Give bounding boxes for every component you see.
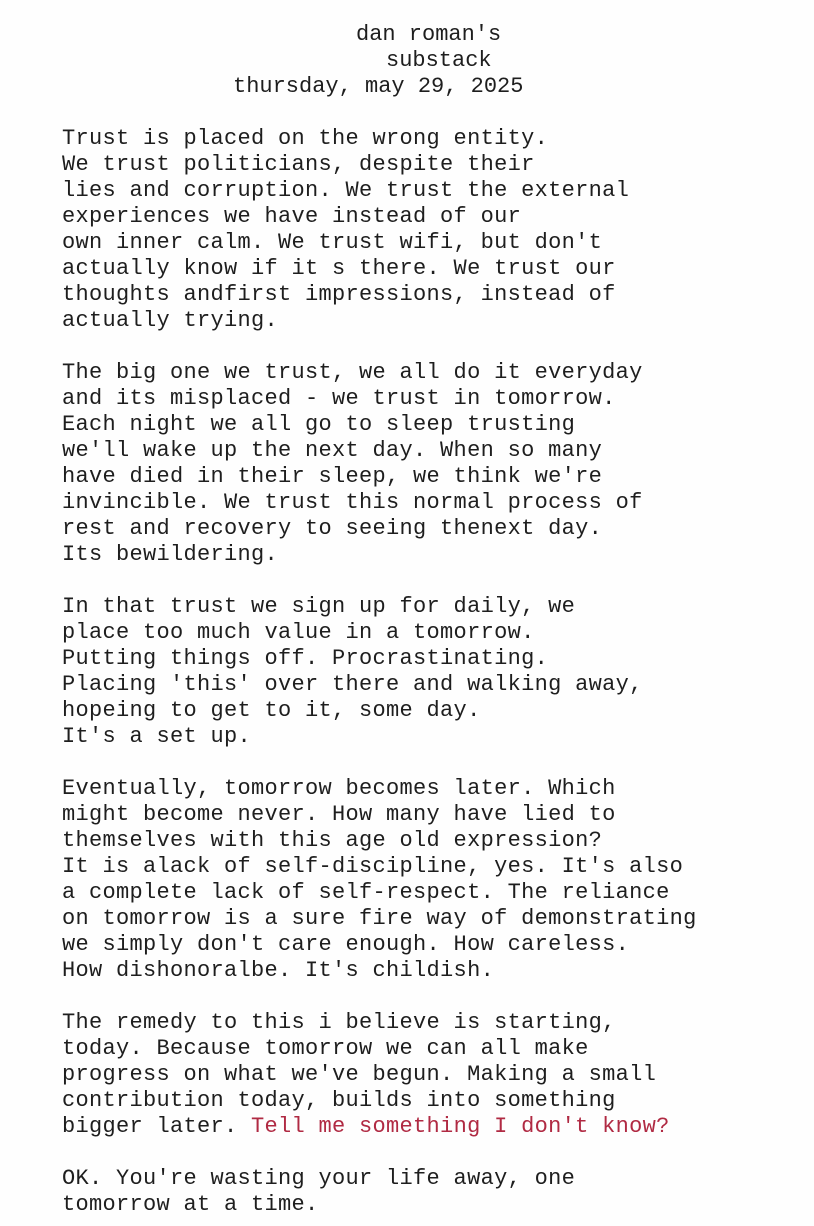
text-line: The remedy to this i believe is starting,: [62, 1010, 616, 1035]
text-line: OK. You're wasting your life away, one: [62, 1166, 576, 1191]
text-line: How dishonoralbe. It's childish.: [62, 958, 495, 983]
paragraph-3: [62, 594, 807, 750]
text-line: progress on what we've begun. Making a small: [62, 1062, 657, 1087]
text-line: The big one we trust, we all do it everyday: [62, 360, 643, 385]
text-line: we simply don't care enough. How careless.: [62, 932, 630, 957]
text-line: In that trust we sign up for daily, we: [62, 594, 576, 619]
paragraph-1: [62, 126, 807, 334]
paragraph-5: [62, 1010, 807, 1140]
header: [0, 22, 814, 100]
text-line: thoughts andfirst impressions, instead of: [62, 282, 616, 307]
text-line: have died in their sleep, we think we're: [62, 464, 603, 489]
text-line: actually trying.: [62, 308, 279, 333]
paragraph-6: [62, 1166, 807, 1218]
author-title: dan roman's: [356, 22, 502, 47]
text-line: lies and corruption. We trust the external: [62, 178, 630, 203]
essay-body: [62, 126, 807, 1226]
text-line: hopeing to get to it, some day.: [62, 698, 481, 723]
post-date: thursday, may 29, 2025: [233, 74, 524, 99]
text-line: we'll wake up the next day. When so many: [62, 438, 603, 463]
text-line: Putting things off. Procrastinating.: [62, 646, 549, 671]
text-line: a complete lack of self-respect. The reliance: [62, 880, 670, 905]
text-line: rest and recovery to seeing thenext day.: [62, 516, 603, 541]
text-line: on tomorrow is a sure fire way of demonstrating: [62, 906, 697, 931]
paragraph-2: [62, 360, 807, 568]
text-line: Its bewildering.: [62, 542, 279, 567]
text-line: contribution today, builds into something: [62, 1088, 616, 1113]
paragraph-4: [62, 776, 807, 984]
text-line: Trust is placed on the wrong entity.: [62, 126, 549, 151]
text-line: place too much value in a tomorrow.: [62, 620, 535, 645]
text-line: might become never. How many have lied to: [62, 802, 616, 827]
text-line: It's a set up.: [62, 724, 252, 749]
text-line: invincible. We trust this normal process of: [62, 490, 643, 515]
text-line: [62, 1114, 807, 1140]
text-line: themselves with this age old expression?: [62, 828, 603, 853]
text-line: tomorrow at a time.: [62, 1192, 319, 1217]
text-segment: bigger later.: [62, 1114, 252, 1139]
text-line: and its misplaced - we trust in tomorrow.: [62, 386, 616, 411]
text-line: It is alack of self-discipline, yes. It's also: [62, 854, 684, 879]
text-line: own inner calm. We trust wifi, but don't: [62, 230, 603, 255]
red-ink-question: Tell me something I don't know?: [251, 1114, 670, 1139]
text-line: experiences we have instead of our: [62, 204, 522, 229]
text-line: We trust politicians, despite their: [62, 152, 535, 177]
publication-name: substack: [386, 48, 492, 73]
text-line: Placing 'this' over there and walking away,: [62, 672, 643, 697]
text-line: Eventually, tomorrow becomes later. Which: [62, 776, 616, 801]
text-line: actually know if it s there. We trust our: [62, 256, 616, 281]
text-line: Each night we all go to sleep trusting: [62, 412, 576, 437]
text-line: today. Because tomorrow we can all make: [62, 1036, 589, 1061]
